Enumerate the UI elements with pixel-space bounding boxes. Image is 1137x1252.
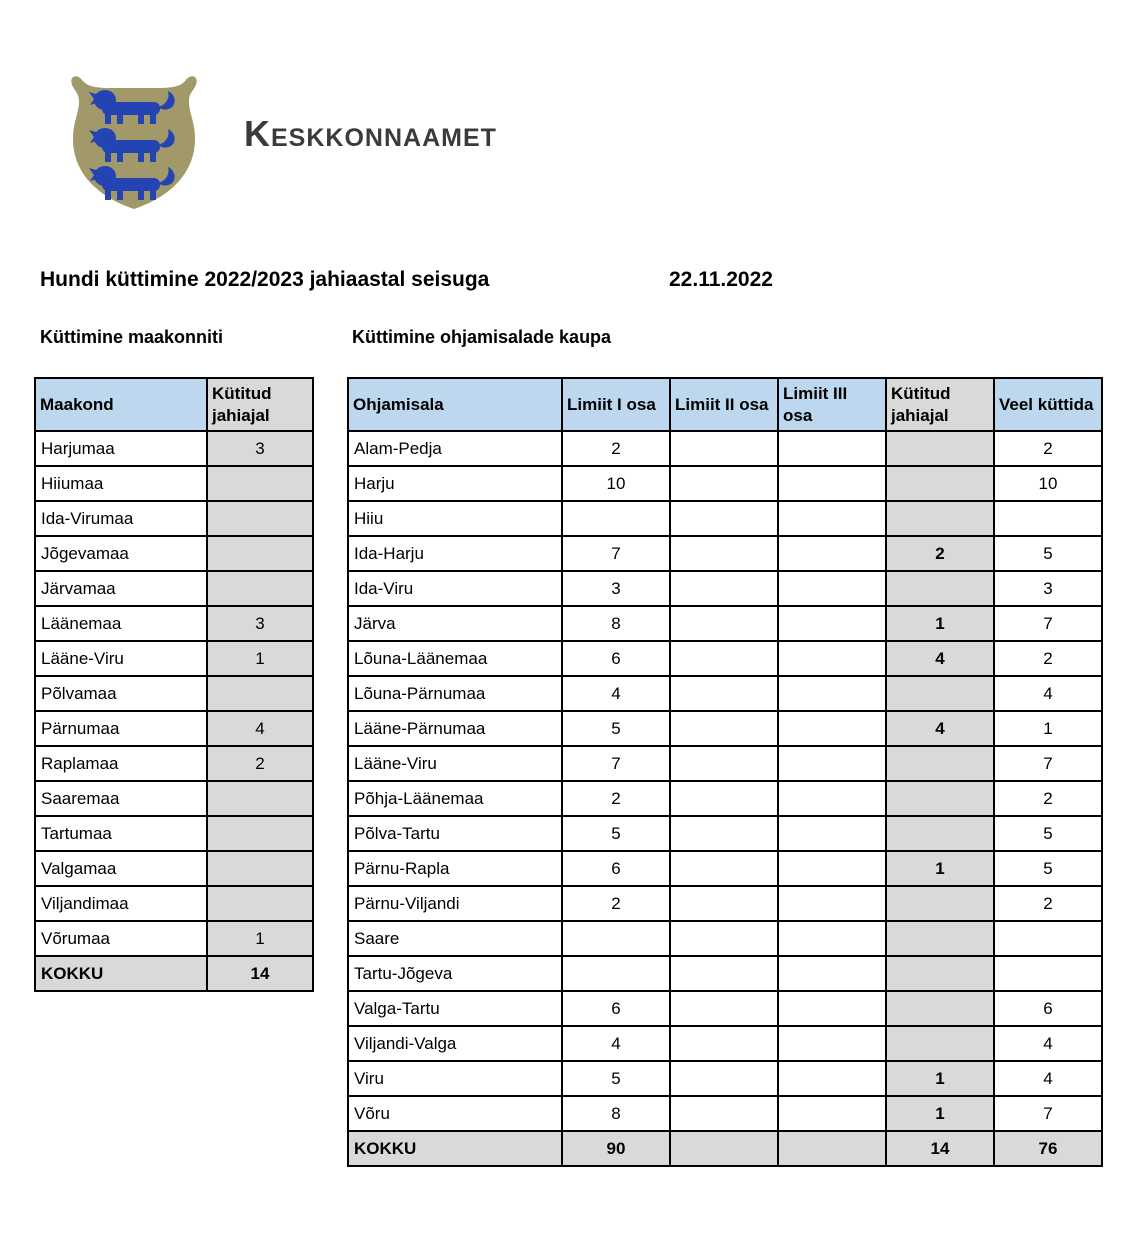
total-cell: KOKKU [35,956,207,991]
total-cell: 76 [994,1131,1102,1166]
table-cell [670,606,778,641]
table-cell: Põlvamaa [35,676,207,711]
org-name: Keskkonnaamet [244,113,497,154]
table-cell: Alam-Pedja [348,431,562,466]
table-row [348,1061,1102,1096]
total-row [348,1131,1102,1166]
table-row [348,816,1102,851]
table-cell [670,431,778,466]
column-header: Maakond [35,378,207,431]
table-row [348,851,1102,886]
table-cell [670,781,778,816]
table-cell: 10 [994,466,1102,501]
table-row [35,781,313,816]
table-row [35,641,313,676]
table-cell: 2 [562,431,670,466]
table-cell: 6 [562,641,670,676]
table-cell [670,571,778,606]
table-cell [207,816,313,851]
table-cell: Harjumaa [35,431,207,466]
table-cell: Lääne-Pärnumaa [348,711,562,746]
table-cell [886,466,994,501]
table-cell: 5 [562,1061,670,1096]
table-cell: 3 [207,606,313,641]
table-cell [778,1096,886,1131]
table-cell: Lääne-Viru [348,746,562,781]
table-cell [778,886,886,921]
table-cell: 7 [562,746,670,781]
table-cell: 5 [562,816,670,851]
table-cell: 2 [994,781,1102,816]
table-cell [886,1026,994,1061]
table-cell: Valgamaa [35,851,207,886]
table-cell: 1 [994,711,1102,746]
total-cell [778,1131,886,1166]
table-cell: 5 [994,536,1102,571]
table-cell [778,431,886,466]
table-cell: Saare [348,921,562,956]
table-cell: Võrumaa [35,921,207,956]
table-cell [670,816,778,851]
table-cell [207,851,313,886]
table-cell: Järva [348,606,562,641]
table-cell [778,641,886,676]
table-cell: 8 [562,1096,670,1131]
table-row [348,641,1102,676]
total-row [35,956,313,991]
table-row [348,921,1102,956]
table-row [35,431,313,466]
table-cell: 4 [886,711,994,746]
table-cell: Lääne-Viru [35,641,207,676]
table-cell [886,746,994,781]
table-cell [670,991,778,1026]
table-row [348,956,1102,991]
table-cell [670,676,778,711]
table-row [348,1026,1102,1061]
table-cell: Viljandimaa [35,886,207,921]
table-cell: Ida-Viru [348,571,562,606]
table-cell [778,921,886,956]
table-cell [207,676,313,711]
table-cell: 1 [207,641,313,676]
table-cell: 6 [562,991,670,1026]
table-cell: Saaremaa [35,781,207,816]
table-cell [778,816,886,851]
table-cell [670,641,778,676]
estonian-coat-of-arms-icon [68,70,200,212]
table-cell [778,536,886,571]
table-cell: 4 [994,1026,1102,1061]
table-cell: Hiiu [348,501,562,536]
table-cell [207,781,313,816]
table-cell [778,781,886,816]
table-cell: Võru [348,1096,562,1131]
table-cell: 2 [562,781,670,816]
table-row [35,501,313,536]
table-cell [670,711,778,746]
table-cell [778,676,886,711]
table-row [348,536,1102,571]
table-cell: 1 [886,606,994,641]
table-cell: 7 [994,1096,1102,1131]
table-cell: 4 [207,711,313,746]
table-cell [778,746,886,781]
table-cell [670,466,778,501]
table-row [35,851,313,886]
table-cell [886,431,994,466]
table-cell [886,886,994,921]
table-cell: 4 [994,1061,1102,1096]
table-cell: 7 [994,746,1102,781]
table-cell: 2 [994,641,1102,676]
table-row [348,571,1102,606]
table-cell: 4 [562,1026,670,1061]
table-cell [778,956,886,991]
table-cell: Põhja-Läänemaa [348,781,562,816]
table-cell: 2 [994,431,1102,466]
table-cell [778,466,886,501]
table-cell [886,991,994,1026]
table-cell: Lõuna-Läänemaa [348,641,562,676]
column-header: Kütitud jahiajal [207,378,313,431]
table-cell: 4 [886,641,994,676]
table-cell [207,466,313,501]
table-cell [778,851,886,886]
table-cell: Tartumaa [35,816,207,851]
table-cell: Pärnu-Viljandi [348,886,562,921]
table-cell [994,501,1102,536]
table-cell: Põlva-Tartu [348,816,562,851]
table-cell [994,956,1102,991]
table-cell [207,501,313,536]
table-cell: 2 [886,536,994,571]
table-cell [670,536,778,571]
table-cell: Ida-Virumaa [35,501,207,536]
table-row [35,571,313,606]
header-row [35,378,313,431]
table-row [35,676,313,711]
table-cell: 4 [562,676,670,711]
table-cell: Järvamaa [35,571,207,606]
table-row [35,746,313,781]
table-cell [670,501,778,536]
column-header: Kütitud jahiajal [886,378,994,431]
total-cell: KOKKU [348,1131,562,1166]
table-cell [207,886,313,921]
table-cell [562,956,670,991]
table-cell [886,501,994,536]
table-row [348,886,1102,921]
table-row [35,886,313,921]
table-cell [778,1026,886,1061]
table-cell: 1 [886,1096,994,1131]
table-cell [886,956,994,991]
table-cell: Ida-Harju [348,536,562,571]
table-cell: 6 [562,851,670,886]
total-cell: 90 [562,1131,670,1166]
page-title: Hundi küttimine 2022/2023 jahiaastal seisuga [40,268,490,291]
table-row [348,711,1102,746]
table-cell [886,676,994,711]
table-cell [778,606,886,641]
table-cell [778,571,886,606]
table-row [348,991,1102,1026]
table-cell [994,921,1102,956]
table-cell [670,746,778,781]
table-cell: Läänemaa [35,606,207,641]
header-row [348,378,1102,431]
table-cell: 5 [562,711,670,746]
table-row [348,781,1102,816]
table-cell: Jõgevamaa [35,536,207,571]
table-cell: Harju [348,466,562,501]
table-row [35,711,313,746]
table-cell: 2 [994,886,1102,921]
table-cell: Lõuna-Pärnumaa [348,676,562,711]
table-row [35,606,313,641]
county-table [34,377,314,992]
total-cell [670,1131,778,1166]
table-cell: 3 [994,571,1102,606]
table-cell: 3 [562,571,670,606]
table-row [35,536,313,571]
table-cell: 4 [994,676,1102,711]
table-cell: Pärnumaa [35,711,207,746]
table-cell [886,921,994,956]
table-cell: 1 [207,921,313,956]
table-cell [670,921,778,956]
table-cell: 1 [886,851,994,886]
table-cell: Hiiumaa [35,466,207,501]
table-cell [886,571,994,606]
report-date: 22.11.2022 [669,268,773,291]
table-cell [562,921,670,956]
three-lions-icon [89,90,175,200]
table-cell: 7 [994,606,1102,641]
total-cell: 14 [207,956,313,991]
table-row [348,746,1102,781]
table-cell [778,991,886,1026]
table-cell: Viru [348,1061,562,1096]
table-cell [670,956,778,991]
table-cell: Viljandi-Valga [348,1026,562,1061]
table-cell [886,781,994,816]
column-header: Veel küttida [994,378,1102,431]
column-header: Ohjamisala [348,378,562,431]
table-cell: Pärnu-Rapla [348,851,562,886]
table-row [348,501,1102,536]
table-cell: Raplamaa [35,746,207,781]
table-cell: 2 [207,746,313,781]
table-cell [562,501,670,536]
table-cell: 1 [886,1061,994,1096]
table-cell: Valga-Tartu [348,991,562,1026]
table-cell [670,886,778,921]
table-row [348,466,1102,501]
table-row [348,676,1102,711]
table-row [348,606,1102,641]
total-cell: 14 [886,1131,994,1166]
table-row [348,1096,1102,1131]
table-cell [670,851,778,886]
table-cell: 8 [562,606,670,641]
county-section-title: Küttimine maakonniti [40,327,224,347]
table-row [35,466,313,501]
table-cell: 10 [562,466,670,501]
table-row [35,816,313,851]
table-cell [778,1061,886,1096]
table-row [35,921,313,956]
column-header: Limiit III osa [778,378,886,431]
table-cell: Tartu-Jõgeva [348,956,562,991]
area-table [347,377,1103,1167]
table-cell [670,1061,778,1096]
column-header: Limiit I osa [562,378,670,431]
table-cell [886,816,994,851]
table-cell [778,501,886,536]
table-cell: 6 [994,991,1102,1026]
table-cell: 7 [562,536,670,571]
table-cell [207,571,313,606]
table-cell: 5 [994,816,1102,851]
table-cell [207,536,313,571]
table-cell: 5 [994,851,1102,886]
table-cell: 2 [562,886,670,921]
column-header: Limiit II osa [670,378,778,431]
area-section-title: Küttimine ohjamisalade kaupa [352,327,612,347]
table-cell [670,1026,778,1061]
table-cell: 3 [207,431,313,466]
table-row [348,431,1102,466]
table-cell [778,711,886,746]
table-cell [670,1096,778,1131]
